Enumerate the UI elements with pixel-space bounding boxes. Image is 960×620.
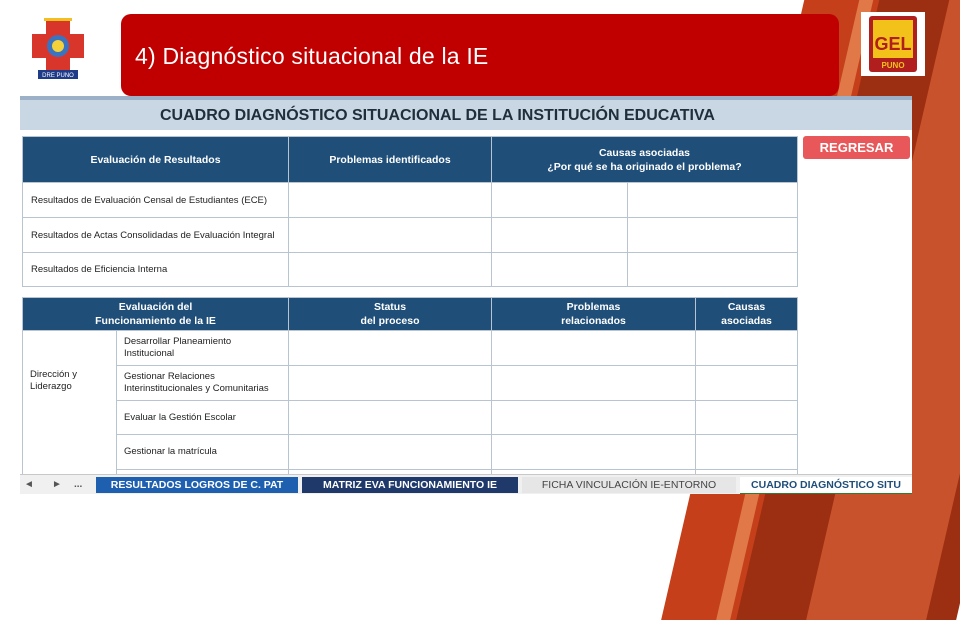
table-cell[interactable]: [696, 331, 798, 366]
results-evaluation-table: [22, 136, 798, 287]
table-cell[interactable]: [289, 331, 492, 366]
table-cell[interactable]: [628, 183, 798, 218]
functioning-evaluation-table: [22, 297, 798, 482]
tab-matriz-eva[interactable]: MATRIZ EVA FUNCIONAMIENTO IE: [302, 477, 518, 493]
more-sheets-button[interactable]: ...: [74, 479, 83, 490]
table-cell[interactable]: [696, 435, 798, 470]
tab-cuadro-diagnostico[interactable]: CUADRO DIAGNÓSTICO SITU: [740, 477, 912, 494]
table-cell[interactable]: [628, 218, 798, 253]
tab-ficha-vinculacion[interactable]: FICHA VINCULACIÓN IE-ENTORNO: [522, 477, 736, 493]
group-label-direccion: Dirección y Liderazgo: [23, 331, 117, 482]
table-cell[interactable]: [492, 435, 696, 470]
table-cell[interactable]: [289, 401, 492, 435]
table-cell[interactable]: [492, 401, 696, 435]
prev-sheet-icon[interactable]: ◄: [24, 479, 34, 490]
slide-title: 4) Diagnóstico situacional de la IE: [135, 43, 489, 69]
sheet-title: CUADRO DIAGNÓSTICO SITUACIONAL DE LA INSTITUCIÓN EDUCATIVA: [160, 107, 715, 124]
process-label: Evaluar la Gestión Escolar: [117, 401, 289, 435]
table-cell[interactable]: [628, 253, 798, 287]
table-cell[interactable]: [289, 366, 492, 401]
table-cell[interactable]: [492, 218, 628, 253]
sheet-header: [20, 100, 912, 130]
header-causas-asociadas: Causas asociadas: [696, 298, 798, 331]
sheet-nav: [20, 475, 94, 494]
process-label: Desarrollar Planeamiento Institucional: [117, 331, 289, 366]
header-evaluacion-resultados: Evaluación de Resultados: [23, 137, 289, 183]
sheet-tab-bar: [20, 474, 912, 494]
next-sheet-icon[interactable]: ►: [52, 479, 62, 490]
table-cell[interactable]: [696, 366, 798, 401]
svg-text:PUNO: PUNO: [881, 61, 905, 70]
svg-text:DRE PUNO: DRE PUNO: [42, 73, 74, 79]
header-status: Status del proceso: [289, 298, 492, 331]
process-label: Gestionar la matrícula: [117, 435, 289, 470]
table-cell[interactable]: [492, 253, 628, 287]
tab-resultados-logros[interactable]: RESULTADOS LOGROS DE C. PAT: [96, 477, 298, 493]
header-problemas-relacionados: Problemas relacionados: [492, 298, 696, 331]
dre-puno-logo: [24, 14, 92, 80]
regresar-button[interactable]: REGRESAR: [803, 136, 910, 159]
table-cell[interactable]: [289, 218, 492, 253]
header-evaluacion-funcionamiento: Evaluación del Funcionamiento de la IE: [23, 298, 289, 331]
table-cell[interactable]: [492, 366, 696, 401]
table-cell[interactable]: [696, 401, 798, 435]
table-row-label: Resultados de Actas Consolidadas de Evaluación Integral: [23, 218, 289, 253]
header-causas-asociadas: Causas asociadas ¿Por qué se ha originado el problema?: [492, 137, 798, 183]
gel-puno-logo: [861, 12, 925, 76]
header-problemas-identificados: Problemas identificados: [289, 137, 492, 183]
svg-text:GEL: GEL: [874, 34, 912, 54]
table-cell[interactable]: [289, 253, 492, 287]
process-label: Gestionar Relaciones Interinstitucionales y Comunitarias: [117, 366, 289, 401]
table-cell[interactable]: [492, 331, 696, 366]
spreadsheet-screenshot: [20, 96, 912, 494]
table-row-label: Resultados de Evaluación Censal de Estudiantes (ECE): [23, 183, 289, 218]
title-banner: [121, 14, 839, 96]
table-cell[interactable]: [289, 183, 492, 218]
table-row-label: Resultados de Eficiencia Interna: [23, 253, 289, 287]
table-cell[interactable]: [289, 435, 492, 470]
table-cell[interactable]: [492, 183, 628, 218]
